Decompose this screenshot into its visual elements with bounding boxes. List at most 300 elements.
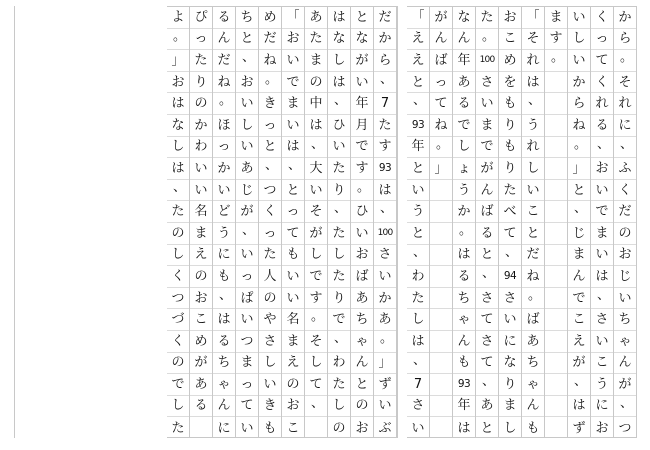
grid-cell: 100	[374, 223, 396, 245]
grid-cell: こ	[499, 29, 521, 51]
grid-cell: 」	[374, 353, 396, 375]
grid-cell: ま	[545, 7, 567, 29]
grid-cell	[430, 417, 452, 439]
grid-cell: 中	[305, 93, 327, 115]
grid-cell: 名	[190, 201, 212, 223]
grid-cell: 。	[614, 50, 636, 72]
grid-cell	[545, 266, 567, 288]
grid-cell: ふ	[614, 158, 636, 180]
grid-cell: は	[591, 266, 613, 288]
grid-cell: ん	[476, 180, 498, 202]
grid-cell: い	[282, 288, 304, 310]
grid-cell: と	[407, 223, 429, 245]
manuscript-column	[568, 6, 591, 438]
grid-cell: 。	[259, 72, 281, 94]
grid-cell: の	[332, 420, 346, 436]
grid-cell	[430, 353, 452, 375]
grid-cell: ど	[213, 201, 235, 223]
grid-cell: と	[236, 29, 258, 51]
grid-cell: つ	[167, 288, 189, 310]
grid-cell: り	[499, 374, 521, 396]
grid-cell: ひ	[351, 201, 373, 223]
grid-cell: あ	[522, 331, 544, 353]
grid-cell: 7	[374, 93, 396, 115]
grid-cell: し	[305, 353, 327, 375]
grid-cell: 、	[328, 331, 350, 353]
grid-cell: に	[499, 331, 521, 353]
grid-cell: 、	[374, 201, 396, 223]
grid-cell: た	[328, 158, 350, 180]
grid-cell: の	[167, 353, 189, 375]
grid-cell: い	[374, 266, 396, 288]
grid-cell: の	[190, 93, 212, 115]
grid-cell: じ	[614, 266, 636, 288]
grid-cell: の	[614, 223, 636, 245]
grid-cell: 、	[614, 396, 636, 418]
grid-cell: あ	[374, 309, 396, 331]
grid-cell: い	[282, 115, 304, 137]
grid-cell: い	[236, 309, 258, 331]
grid-cell: が	[190, 353, 212, 375]
grid-cell: お	[355, 420, 369, 436]
grid-cell: ん	[522, 396, 544, 418]
grid-cell: あ	[236, 158, 258, 180]
manuscript-column	[476, 6, 499, 438]
grid-cell: 。	[213, 93, 235, 115]
grid-cell: が	[305, 223, 327, 245]
grid-cell: ち	[453, 288, 475, 310]
grid-cell: て	[476, 353, 498, 375]
grid-cell: ず	[374, 374, 396, 396]
grid-cell: な	[453, 7, 475, 29]
grid-cell: た	[328, 374, 350, 396]
grid-cell: か	[190, 115, 212, 137]
grid-cell: か	[374, 288, 396, 310]
grid-cell: そ	[522, 29, 544, 51]
grid-cell: り	[499, 115, 521, 137]
grid-cell: し	[453, 137, 475, 159]
grid-cell: お	[614, 245, 636, 267]
grid-cell	[545, 331, 567, 353]
grid-cell: ら	[568, 93, 590, 115]
grid-cell: で	[167, 374, 189, 396]
grid-cell: さ	[259, 331, 281, 353]
grid-cell: う	[453, 180, 475, 202]
grid-cell: え	[407, 29, 429, 51]
grid-cell: な	[328, 29, 350, 51]
grid-cell: ん	[351, 353, 373, 375]
grid-cell: は	[522, 72, 544, 94]
grid-cell: ま	[236, 353, 258, 375]
grid-cell: ん	[213, 396, 235, 418]
grid-cell: や	[259, 309, 281, 331]
grid-cell: り	[328, 180, 350, 202]
grid-cell: の	[351, 396, 373, 418]
grid-cell: い	[213, 180, 235, 202]
grid-cell: く	[591, 72, 613, 94]
grid-cell: じ	[568, 223, 590, 245]
grid-cell	[430, 245, 452, 267]
grid-cell: 93	[453, 374, 475, 396]
grid-cell: ね	[430, 115, 452, 137]
grid-cell: い	[240, 420, 254, 436]
grid-cell: 。	[167, 29, 189, 51]
manuscript-column	[167, 6, 190, 438]
grid-cell: 、	[282, 158, 304, 180]
grid-cell: ぱ	[236, 288, 258, 310]
grid-cell: そ	[614, 72, 636, 94]
manuscript-grid	[14, 6, 637, 438]
grid-cell: く	[259, 201, 281, 223]
grid-cell: づ	[167, 309, 189, 331]
grid-cell: そ	[305, 201, 327, 223]
grid-cell: し	[167, 137, 189, 159]
grid-cell: 「	[407, 7, 429, 29]
grid-cell: か	[568, 72, 590, 94]
grid-cell: こ	[190, 309, 212, 331]
grid-cell: き	[259, 93, 281, 115]
grid-cell: っ	[236, 266, 258, 288]
grid-cell: 「	[282, 7, 304, 29]
manuscript-column	[374, 6, 397, 438]
grid-cell: 、	[476, 266, 498, 288]
grid-cell: ね	[213, 72, 235, 94]
grid-cell	[430, 266, 452, 288]
grid-cell: い	[328, 137, 350, 159]
grid-cell	[545, 137, 567, 159]
grid-cell: い	[282, 266, 304, 288]
grid-cell: だ	[374, 7, 396, 29]
grid-cell: い	[190, 158, 212, 180]
grid-cell: 7	[407, 374, 429, 396]
grid-cell	[430, 180, 452, 202]
grid-cell: と	[476, 245, 498, 267]
grid-cell: 94	[499, 266, 521, 288]
grid-cell: 。	[351, 180, 373, 202]
grid-cell: は	[328, 72, 350, 94]
grid-cell: い	[190, 180, 212, 202]
grid-cell: 、	[236, 223, 258, 245]
grid-cell: た	[259, 245, 281, 267]
grid-cell: か	[374, 29, 396, 51]
grid-cell: て	[282, 223, 304, 245]
grid-cell: ゃ	[453, 309, 475, 331]
grid-cell: で	[453, 115, 475, 137]
grid-cell: て	[591, 50, 613, 72]
grid-cell	[545, 72, 567, 94]
grid-cell	[430, 331, 452, 353]
grid-cell: す	[351, 158, 373, 180]
grid-cell: わ	[190, 137, 212, 159]
grid-cell: す	[545, 29, 567, 51]
grid-cell: の	[167, 223, 189, 245]
grid-cell: ゃ	[351, 331, 373, 353]
grid-cell: ね	[259, 50, 281, 72]
grid-cell: 「	[522, 7, 544, 29]
grid-cell: り	[328, 288, 350, 310]
manuscript-column	[259, 6, 282, 438]
grid-cell: か	[614, 7, 636, 29]
grid-cell: と	[259, 137, 281, 159]
grid-cell: お	[282, 29, 304, 51]
grid-cell: っ	[591, 29, 613, 51]
grid-cell: 」	[167, 50, 189, 72]
grid-cell: さ	[476, 72, 498, 94]
grid-cell: 、	[499, 245, 521, 267]
grid-cell	[545, 158, 567, 180]
grid-cell: が	[351, 50, 373, 72]
grid-cell: と	[351, 374, 373, 396]
grid-cell: だ	[259, 29, 281, 51]
grid-cell: 、	[522, 93, 544, 115]
grid-cell: の	[259, 288, 281, 310]
grid-cell: の	[190, 266, 212, 288]
grid-cell: ら	[374, 50, 396, 72]
grid-cell: い	[236, 93, 258, 115]
grid-cell: 人	[259, 266, 281, 288]
grid-cell: 。	[476, 29, 498, 51]
grid-cell: り	[499, 158, 521, 180]
grid-cell: ぴ	[190, 7, 212, 29]
grid-cell: し	[407, 309, 429, 331]
grid-cell: り	[190, 72, 212, 94]
grid-cell: 、	[259, 158, 281, 180]
grid-cell	[545, 417, 567, 439]
grid-cell: い	[374, 396, 396, 418]
grid-cell: て	[476, 309, 498, 331]
grid-cell: る	[213, 7, 235, 29]
grid-cell: ば	[430, 50, 452, 72]
grid-cell: ま	[190, 223, 212, 245]
grid-cell: も	[499, 93, 521, 115]
grid-cell: い	[591, 245, 613, 267]
grid-cell: ほ	[213, 115, 235, 137]
grid-cell: は	[374, 180, 396, 202]
grid-cell: あ	[305, 7, 327, 29]
grid-cell	[545, 396, 567, 418]
manuscript-column	[351, 6, 374, 438]
grid-cell: の	[305, 72, 327, 94]
grid-cell: 月	[351, 115, 373, 137]
grid-cell: い	[411, 420, 425, 436]
grid-cell: 」	[430, 158, 452, 180]
grid-cell: い	[476, 93, 498, 115]
grid-cell: な	[351, 29, 373, 51]
grid-cell: し	[236, 115, 258, 137]
grid-cell: お	[591, 158, 613, 180]
grid-cell: あ	[476, 396, 498, 418]
grid-cell: も	[282, 245, 304, 267]
grid-cell: い	[522, 180, 544, 202]
grid-cell: つ	[236, 331, 258, 353]
grid-cell: い	[305, 180, 327, 202]
grid-cell: そ	[305, 331, 327, 353]
grid-cell: え	[190, 245, 212, 267]
grid-cell: に	[213, 245, 235, 267]
grid-cell: ん	[453, 29, 475, 51]
grid-cell: し	[167, 245, 189, 267]
grid-cell: た	[476, 7, 498, 29]
grid-cell: る	[453, 93, 475, 115]
grid-cell: ま	[591, 223, 613, 245]
grid-cell: 、	[614, 137, 636, 159]
grid-cell: 、	[407, 245, 429, 267]
grid-cell: 、	[591, 137, 613, 159]
grid-cell: が	[476, 158, 498, 180]
grid-cell: た	[407, 288, 429, 310]
grid-cell: お	[236, 72, 258, 94]
grid-cell	[545, 353, 567, 375]
grid-cell: こ	[568, 309, 590, 331]
grid-cell: っ	[259, 223, 281, 245]
grid-cell: ぶ	[378, 420, 392, 436]
grid-cell: 、	[305, 396, 327, 418]
grid-cell: い	[591, 180, 613, 202]
grid-cell: て	[305, 374, 327, 396]
grid-cell: が	[430, 7, 452, 29]
grid-cell: ち	[351, 309, 373, 331]
grid-cell: ば	[476, 201, 498, 223]
grid-cell	[545, 180, 567, 202]
grid-cell: あ	[453, 72, 475, 94]
grid-cell: 。	[453, 223, 475, 245]
grid-cell	[190, 417, 212, 439]
grid-cell: っ	[259, 115, 281, 137]
grid-cell: さ	[374, 245, 396, 267]
manuscript-column	[453, 6, 476, 438]
grid-cell: が	[568, 353, 590, 375]
grid-cell: は	[328, 7, 350, 29]
grid-cell: た	[167, 201, 189, 223]
grid-cell: う	[522, 115, 544, 137]
grid-cell: め	[190, 331, 212, 353]
grid-cell	[430, 223, 452, 245]
grid-cell: と	[407, 72, 429, 94]
grid-cell: は	[453, 245, 475, 267]
grid-cell: え	[407, 50, 429, 72]
grid-cell: こ	[591, 353, 613, 375]
grid-cell: 。	[568, 137, 590, 159]
grid-cell: く	[591, 7, 613, 29]
grid-cell: だ	[213, 50, 235, 72]
grid-cell	[545, 374, 567, 396]
manuscript-column	[430, 6, 453, 438]
grid-cell: 大	[305, 158, 327, 180]
grid-cell: は	[167, 158, 189, 180]
grid-cell: と	[480, 420, 494, 436]
grid-cell: う	[591, 374, 613, 396]
grid-cell: わ	[328, 353, 350, 375]
grid-cell: も	[453, 353, 475, 375]
grid-cell: ょ	[453, 158, 475, 180]
grid-cell: で	[282, 72, 304, 94]
grid-cell: 100	[476, 50, 498, 72]
grid-cell: ち	[213, 353, 235, 375]
grid-cell: し	[328, 245, 350, 267]
grid-cell: と	[407, 158, 429, 180]
grid-cell: 、	[167, 180, 189, 202]
grid-cell: れ	[522, 137, 544, 159]
grid-cell: な	[499, 353, 521, 375]
grid-cell: 。	[430, 137, 452, 159]
grid-cell: え	[568, 331, 590, 353]
grid-cell	[545, 115, 567, 137]
grid-cell: き	[259, 396, 281, 418]
manuscript-column	[213, 6, 236, 438]
grid-cell: 年	[453, 50, 475, 72]
grid-cell: お	[190, 288, 212, 310]
grid-cell: つ	[259, 180, 281, 202]
grid-cell: 。	[545, 50, 567, 72]
grid-cell: る	[213, 331, 235, 353]
grid-cell: た	[171, 420, 185, 436]
grid-cell: ば	[522, 309, 544, 331]
grid-cell: は	[167, 93, 189, 115]
grid-cell: は	[213, 309, 235, 331]
grid-cell: す	[374, 137, 396, 159]
grid-cell: し	[259, 353, 281, 375]
grid-cell: ち	[522, 353, 544, 375]
grid-cell: 年	[351, 93, 373, 115]
grid-cell: で	[328, 309, 350, 331]
grid-cell: れ	[591, 93, 613, 115]
grid-cell: し	[328, 50, 350, 72]
grid-cell: 、	[236, 50, 258, 72]
grid-cell: 、	[213, 288, 235, 310]
grid-cell: と	[522, 223, 544, 245]
grid-cell: 、	[568, 374, 590, 396]
grid-cell: 、	[328, 201, 350, 223]
grid-cell: た	[305, 29, 327, 51]
grid-cell: て	[236, 396, 258, 418]
grid-cell: も	[263, 420, 277, 436]
grid-cell: も	[499, 137, 521, 159]
manuscript-column	[190, 6, 213, 438]
grid-cell: ん	[213, 29, 235, 51]
grid-cell: な	[167, 115, 189, 137]
grid-cell: ら	[614, 29, 636, 51]
grid-cell: 93	[374, 158, 396, 180]
grid-cell: い	[351, 72, 373, 94]
grid-cell: お	[499, 7, 521, 29]
grid-cell: て	[499, 223, 521, 245]
grid-cell: を	[499, 72, 521, 94]
grid-cell: い	[614, 288, 636, 310]
manuscript-column	[397, 6, 407, 438]
grid-cell: め	[259, 7, 281, 29]
grid-cell: ま	[568, 245, 590, 267]
grid-cell	[430, 374, 452, 396]
grid-cell: た	[328, 223, 350, 245]
grid-cell: れ	[614, 93, 636, 115]
grid-cell: 、	[407, 93, 429, 115]
grid-cell: さ	[476, 331, 498, 353]
manuscript-column	[407, 6, 430, 438]
grid-cell: か	[213, 158, 235, 180]
grid-cell: 年	[453, 396, 475, 418]
grid-cell: 」	[568, 158, 590, 180]
grid-cell: ま	[476, 115, 498, 137]
manuscript-column	[614, 6, 637, 438]
grid-cell: と	[282, 180, 304, 202]
grid-cell: か	[453, 201, 475, 223]
grid-cell: ち	[614, 309, 636, 331]
grid-cell	[545, 93, 567, 115]
grid-cell: る	[591, 115, 613, 137]
grid-cell: っ	[430, 72, 452, 94]
grid-cell: 93	[407, 115, 429, 137]
grid-cell: し	[328, 396, 350, 418]
